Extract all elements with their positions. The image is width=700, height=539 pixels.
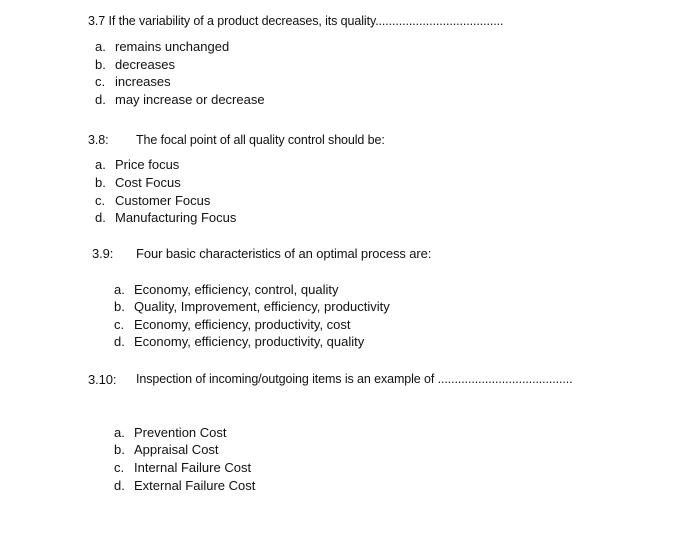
option-text: Economy, efficiency, control, quality — [134, 282, 339, 297]
question-number: 3.9: — [92, 246, 114, 261]
option-c — [114, 459, 251, 477]
option-text: Economy, efficiency, productivity, quality — [134, 334, 365, 349]
question-text: If the variability of a product decreases, its quality — [108, 14, 376, 28]
option-letter: a. — [114, 425, 125, 440]
question-text: The focal point of all quality control should be: — [136, 133, 385, 147]
question-text: Inspection of incoming/outgoing items is an example of — [136, 372, 435, 386]
question-text: Four basic characteristics of an optimal process are: — [136, 246, 432, 261]
question-number: 3.10: — [88, 372, 117, 387]
option-text: Economy, efficiency, productivity, cost — [134, 317, 351, 332]
question-stem — [136, 372, 573, 386]
option-letter: c. — [95, 193, 106, 208]
option-d — [114, 333, 364, 351]
option-a — [95, 38, 229, 56]
option-d — [95, 91, 265, 109]
option-text: Customer Focus — [115, 193, 211, 208]
question-number: 3.8: — [88, 133, 109, 147]
option-text: Prevention Cost — [134, 425, 227, 440]
option-text: Internal Failure Cost — [134, 460, 252, 475]
option-c — [114, 316, 351, 334]
answer-blank: ...................................... — [375, 14, 504, 28]
option-letter: b. — [114, 299, 125, 314]
option-text: increases — [115, 74, 171, 89]
option-c — [95, 192, 210, 210]
answer-blank: ........................................ — [437, 372, 573, 386]
option-letter: c. — [95, 74, 106, 89]
option-letter: c. — [114, 317, 125, 332]
option-b — [95, 174, 181, 192]
option-text: decreases — [115, 57, 175, 72]
option-letter: b. — [95, 57, 106, 72]
option-letter: d. — [95, 210, 106, 225]
option-b — [114, 441, 219, 459]
option-d — [95, 209, 236, 227]
option-letter: c. — [114, 460, 125, 475]
option-d — [114, 477, 255, 495]
option-letter: d. — [114, 478, 125, 493]
option-text: Cost Focus — [115, 175, 181, 190]
question-stem — [88, 14, 503, 28]
option-b — [114, 298, 390, 316]
option-text: Manufacturing Focus — [115, 210, 237, 225]
option-c — [95, 73, 171, 91]
option-a — [114, 424, 227, 442]
option-letter: a. — [95, 39, 106, 54]
option-b — [95, 56, 175, 74]
option-letter: d. — [95, 92, 106, 107]
option-text: Quality, Improvement, efficiency, productivity — [134, 299, 390, 314]
option-letter: a. — [95, 157, 106, 172]
option-text: Price focus — [115, 157, 180, 172]
option-letter: b. — [114, 442, 125, 457]
question-number: 3.7 — [88, 14, 106, 28]
option-letter: d. — [114, 334, 125, 349]
option-letter: b. — [95, 175, 106, 190]
option-text: External Failure Cost — [134, 478, 256, 493]
option-letter: a. — [114, 282, 125, 297]
option-text: may increase or decrease — [115, 92, 265, 107]
option-a — [114, 281, 338, 299]
option-a — [95, 156, 179, 174]
option-text: Appraisal Cost — [134, 442, 219, 457]
option-text: remains unchanged — [115, 39, 230, 54]
